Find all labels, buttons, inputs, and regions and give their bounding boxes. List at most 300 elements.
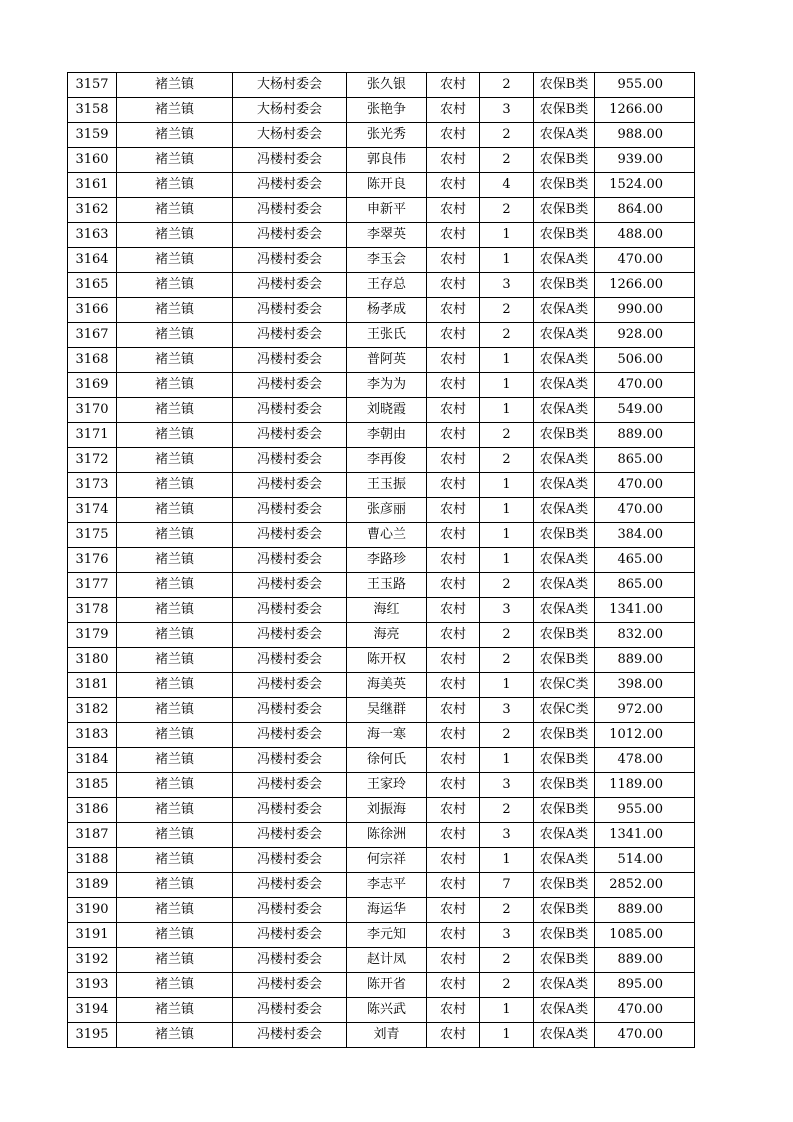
cell-household-type: 农村 [427,473,480,498]
cell-insurance-category: 农保B类 [534,923,595,948]
cell-amount: 1085.00 [595,923,695,948]
cell-insurance-category: 农保A类 [534,373,595,398]
cell-household-type: 农村 [427,723,480,748]
cell-village-committee: 冯楼村委会 [233,473,347,498]
cell-person-name: 陈开良 [347,173,427,198]
cell-row-number: 3166 [68,298,117,323]
table-row [68,173,695,198]
cell-town: 褚兰镇 [117,648,233,673]
cell-insurance-category: 农保B类 [534,798,595,823]
cell-member-count: 1 [480,498,534,523]
cell-household-type: 农村 [427,1023,480,1048]
cell-village-committee: 冯楼村委会 [233,598,347,623]
cell-amount: 889.00 [595,648,695,673]
table-row [68,898,695,923]
cell-village-committee: 冯楼村委会 [233,798,347,823]
cell-amount: 478.00 [595,748,695,773]
cell-town: 褚兰镇 [117,773,233,798]
cell-amount: 470.00 [595,1023,695,1048]
cell-household-type: 农村 [427,673,480,698]
cell-amount: 1266.00 [595,98,695,123]
cell-village-committee: 冯楼村委会 [233,548,347,573]
cell-household-type: 农村 [427,523,480,548]
cell-household-type: 农村 [427,448,480,473]
table-row [68,123,695,148]
cell-member-count: 2 [480,973,534,998]
roster-table [67,72,695,1048]
cell-insurance-category: 农保A类 [534,1023,595,1048]
table-row [68,648,695,673]
cell-town: 褚兰镇 [117,198,233,223]
cell-row-number: 3172 [68,448,117,473]
cell-town: 褚兰镇 [117,1023,233,1048]
cell-person-name: 王家玲 [347,773,427,798]
cell-person-name: 陈兴武 [347,998,427,1023]
cell-row-number: 3176 [68,548,117,573]
cell-amount: 990.00 [595,298,695,323]
cell-member-count: 1 [480,848,534,873]
cell-row-number: 3181 [68,673,117,698]
cell-person-name: 陈开权 [347,648,427,673]
cell-member-count: 7 [480,873,534,898]
table-row [68,673,695,698]
cell-person-name: 李元知 [347,923,427,948]
cell-member-count: 1 [480,473,534,498]
table-row [68,848,695,873]
cell-row-number: 3169 [68,373,117,398]
cell-household-type: 农村 [427,898,480,923]
cell-household-type: 农村 [427,748,480,773]
cell-household-type: 农村 [427,648,480,673]
table-row [68,148,695,173]
table-row [68,623,695,648]
cell-row-number: 3164 [68,248,117,273]
cell-member-count: 4 [480,173,534,198]
cell-insurance-category: 农保B类 [534,723,595,748]
cell-person-name: 普阿英 [347,348,427,373]
cell-person-name: 李玉会 [347,248,427,273]
cell-row-number: 3187 [68,823,117,848]
cell-village-committee: 冯楼村委会 [233,923,347,948]
cell-row-number: 3162 [68,198,117,223]
cell-amount: 470.00 [595,248,695,273]
cell-person-name: 杨孝成 [347,298,427,323]
cell-amount: 1266.00 [595,273,695,298]
cell-insurance-category: 农保B类 [534,198,595,223]
cell-town: 褚兰镇 [117,573,233,598]
cell-row-number: 3171 [68,423,117,448]
table-row [68,73,695,98]
cell-person-name: 王玉振 [347,473,427,498]
cell-row-number: 3157 [68,73,117,98]
cell-person-name: 王存总 [347,273,427,298]
cell-village-committee: 冯楼村委会 [233,323,347,348]
cell-insurance-category: 农保B类 [534,148,595,173]
cell-amount: 1341.00 [595,598,695,623]
table-row [68,498,695,523]
cell-row-number: 3174 [68,498,117,523]
cell-row-number: 3173 [68,473,117,498]
cell-insurance-category: 农保A类 [534,823,595,848]
cell-amount: 470.00 [595,473,695,498]
cell-insurance-category: 农保B类 [534,273,595,298]
cell-village-committee: 冯楼村委会 [233,373,347,398]
cell-row-number: 3163 [68,223,117,248]
cell-row-number: 3189 [68,873,117,898]
cell-household-type: 农村 [427,423,480,448]
cell-person-name: 张久银 [347,73,427,98]
cell-town: 褚兰镇 [117,123,233,148]
cell-person-name: 张艳争 [347,98,427,123]
cell-row-number: 3170 [68,398,117,423]
cell-insurance-category: 农保A类 [534,498,595,523]
table-row [68,823,695,848]
table-row [68,973,695,998]
cell-household-type: 农村 [427,323,480,348]
cell-household-type: 农村 [427,123,480,148]
cell-member-count: 1 [480,548,534,573]
cell-household-type: 农村 [427,173,480,198]
table-row [68,873,695,898]
table-row [68,348,695,373]
cell-insurance-category: 农保B类 [534,98,595,123]
cell-amount: 514.00 [595,848,695,873]
cell-person-name: 海美英 [347,673,427,698]
cell-person-name: 李翠英 [347,223,427,248]
table-row [68,223,695,248]
cell-amount: 864.00 [595,198,695,223]
cell-village-committee: 冯楼村委会 [233,248,347,273]
cell-insurance-category: 农保A类 [534,973,595,998]
cell-insurance-category: 农保B类 [534,948,595,973]
cell-person-name: 李再俊 [347,448,427,473]
cell-household-type: 农村 [427,948,480,973]
cell-insurance-category: 农保A类 [534,998,595,1023]
cell-person-name: 刘振海 [347,798,427,823]
cell-member-count: 1 [480,223,534,248]
cell-town: 褚兰镇 [117,373,233,398]
cell-member-count: 2 [480,423,534,448]
cell-insurance-category: 农保B类 [534,223,595,248]
cell-person-name: 李朝由 [347,423,427,448]
cell-row-number: 3178 [68,598,117,623]
cell-household-type: 农村 [427,298,480,323]
cell-insurance-category: 农保A类 [534,298,595,323]
cell-town: 褚兰镇 [117,448,233,473]
cell-household-type: 农村 [427,248,480,273]
cell-amount: 988.00 [595,123,695,148]
cell-row-number: 3180 [68,648,117,673]
cell-amount: 955.00 [595,798,695,823]
cell-household-type: 农村 [427,798,480,823]
cell-household-type: 农村 [427,923,480,948]
table-row [68,373,695,398]
cell-town: 褚兰镇 [117,723,233,748]
cell-town: 褚兰镇 [117,148,233,173]
table-row [68,248,695,273]
cell-household-type: 农村 [427,373,480,398]
table-row [68,398,695,423]
cell-town: 褚兰镇 [117,73,233,98]
cell-village-committee: 冯楼村委会 [233,873,347,898]
cell-member-count: 2 [480,298,534,323]
cell-row-number: 3167 [68,323,117,348]
cell-member-count: 2 [480,323,534,348]
cell-insurance-category: 农保A类 [534,573,595,598]
cell-town: 褚兰镇 [117,98,233,123]
cell-amount: 2852.00 [595,873,695,898]
cell-amount: 1012.00 [595,723,695,748]
cell-town: 褚兰镇 [117,848,233,873]
table-row [68,948,695,973]
table-row [68,298,695,323]
cell-household-type: 农村 [427,348,480,373]
cell-village-committee: 冯楼村委会 [233,898,347,923]
cell-village-committee: 冯楼村委会 [233,273,347,298]
cell-household-type: 农村 [427,398,480,423]
cell-amount: 465.00 [595,548,695,573]
cell-row-number: 3190 [68,898,117,923]
cell-member-count: 1 [480,398,534,423]
cell-row-number: 3182 [68,698,117,723]
table-row [68,573,695,598]
table-row [68,723,695,748]
cell-town: 褚兰镇 [117,498,233,523]
table-row [68,423,695,448]
cell-member-count: 3 [480,273,534,298]
cell-row-number: 3161 [68,173,117,198]
cell-row-number: 3183 [68,723,117,748]
cell-amount: 928.00 [595,323,695,348]
cell-amount: 470.00 [595,373,695,398]
cell-town: 褚兰镇 [117,548,233,573]
cell-person-name: 何宗祥 [347,848,427,873]
cell-town: 褚兰镇 [117,398,233,423]
cell-insurance-category: 农保A类 [534,848,595,873]
cell-row-number: 3192 [68,948,117,973]
cell-insurance-category: 农保A类 [534,248,595,273]
cell-insurance-category: 农保B类 [534,873,595,898]
cell-member-count: 3 [480,823,534,848]
cell-town: 褚兰镇 [117,823,233,848]
cell-person-name: 曹心兰 [347,523,427,548]
cell-household-type: 农村 [427,198,480,223]
cell-amount: 1189.00 [595,773,695,798]
cell-town: 褚兰镇 [117,948,233,973]
cell-household-type: 农村 [427,773,480,798]
cell-amount: 889.00 [595,898,695,923]
cell-village-committee: 冯楼村委会 [233,973,347,998]
cell-member-count: 3 [480,773,534,798]
cell-town: 褚兰镇 [117,973,233,998]
cell-town: 褚兰镇 [117,348,233,373]
table-row [68,98,695,123]
cell-insurance-category: 农保B类 [534,73,595,98]
cell-row-number: 3165 [68,273,117,298]
cell-amount: 972.00 [595,698,695,723]
cell-member-count: 1 [480,673,534,698]
cell-amount: 889.00 [595,423,695,448]
cell-row-number: 3159 [68,123,117,148]
cell-person-name: 海一寒 [347,723,427,748]
cell-person-name: 陈徐洲 [347,823,427,848]
cell-amount: 865.00 [595,573,695,598]
cell-member-count: 3 [480,923,534,948]
cell-member-count: 1 [480,248,534,273]
cell-row-number: 3184 [68,748,117,773]
cell-insurance-category: 农保B类 [534,773,595,798]
cell-person-name: 郭良伟 [347,148,427,173]
cell-amount: 470.00 [595,998,695,1023]
cell-row-number: 3175 [68,523,117,548]
cell-insurance-category: 农保A类 [534,323,595,348]
cell-person-name: 刘晓霞 [347,398,427,423]
cell-insurance-category: 农保B类 [534,623,595,648]
table-row [68,998,695,1023]
cell-row-number: 3160 [68,148,117,173]
cell-village-committee: 冯楼村委会 [233,348,347,373]
cell-row-number: 3186 [68,798,117,823]
cell-town: 褚兰镇 [117,898,233,923]
cell-village-committee: 冯楼村委会 [233,773,347,798]
cell-person-name: 海红 [347,598,427,623]
cell-row-number: 3193 [68,973,117,998]
cell-village-committee: 冯楼村委会 [233,448,347,473]
cell-member-count: 1 [480,523,534,548]
cell-row-number: 3177 [68,573,117,598]
cell-person-name: 海亮 [347,623,427,648]
table-row [68,1023,695,1048]
cell-town: 褚兰镇 [117,923,233,948]
cell-town: 褚兰镇 [117,273,233,298]
cell-insurance-category: 农保B类 [534,648,595,673]
cell-member-count: 2 [480,798,534,823]
cell-household-type: 农村 [427,873,480,898]
cell-town: 褚兰镇 [117,873,233,898]
table-row [68,523,695,548]
cell-town: 褚兰镇 [117,673,233,698]
cell-village-committee: 冯楼村委会 [233,698,347,723]
cell-member-count: 2 [480,723,534,748]
table-row [68,798,695,823]
cell-town: 褚兰镇 [117,598,233,623]
cell-village-committee: 大杨村委会 [233,123,347,148]
cell-insurance-category: 农保A类 [534,398,595,423]
cell-amount: 384.00 [595,523,695,548]
cell-amount: 470.00 [595,498,695,523]
cell-person-name: 申新平 [347,198,427,223]
cell-village-committee: 冯楼村委会 [233,198,347,223]
cell-amount: 549.00 [595,398,695,423]
table-row [68,273,695,298]
table-row [68,773,695,798]
cell-town: 褚兰镇 [117,248,233,273]
cell-member-count: 1 [480,748,534,773]
cell-member-count: 1 [480,373,534,398]
cell-village-committee: 冯楼村委会 [233,523,347,548]
cell-member-count: 3 [480,698,534,723]
cell-village-committee: 冯楼村委会 [233,748,347,773]
cell-row-number: 3158 [68,98,117,123]
cell-amount: 398.00 [595,673,695,698]
cell-insurance-category: 农保B类 [534,898,595,923]
cell-person-name: 赵计凤 [347,948,427,973]
cell-amount: 488.00 [595,223,695,248]
cell-row-number: 3179 [68,623,117,648]
cell-member-count: 2 [480,573,534,598]
cell-amount: 1524.00 [595,173,695,198]
cell-person-name: 吴继群 [347,698,427,723]
cell-household-type: 农村 [427,698,480,723]
cell-household-type: 农村 [427,73,480,98]
cell-household-type: 农村 [427,273,480,298]
cell-household-type: 农村 [427,973,480,998]
cell-town: 褚兰镇 [117,623,233,648]
cell-amount: 506.00 [595,348,695,373]
cell-member-count: 2 [480,648,534,673]
cell-insurance-category: 农保B类 [534,173,595,198]
table-row [68,323,695,348]
cell-town: 褚兰镇 [117,473,233,498]
cell-insurance-category: 农保C类 [534,698,595,723]
cell-amount: 939.00 [595,148,695,173]
cell-person-name: 陈开省 [347,973,427,998]
cell-village-committee: 冯楼村委会 [233,623,347,648]
cell-insurance-category: 农保B类 [534,523,595,548]
cell-town: 褚兰镇 [117,998,233,1023]
cell-insurance-category: 农保C类 [534,673,595,698]
cell-row-number: 3194 [68,998,117,1023]
cell-amount: 865.00 [595,448,695,473]
cell-village-committee: 冯楼村委会 [233,573,347,598]
cell-member-count: 1 [480,348,534,373]
cell-household-type: 农村 [427,573,480,598]
cell-town: 褚兰镇 [117,698,233,723]
table-row [68,473,695,498]
cell-household-type: 农村 [427,548,480,573]
cell-row-number: 3191 [68,923,117,948]
cell-person-name: 刘青 [347,1023,427,1048]
cell-village-committee: 大杨村委会 [233,73,347,98]
cell-insurance-category: 农保A类 [534,598,595,623]
cell-amount: 1341.00 [595,823,695,848]
cell-member-count: 2 [480,448,534,473]
table-row [68,548,695,573]
cell-person-name: 王张氏 [347,323,427,348]
table-row [68,748,695,773]
cell-row-number: 3185 [68,773,117,798]
cell-insurance-category: 农保A类 [534,473,595,498]
table-row [68,448,695,473]
cell-town: 褚兰镇 [117,523,233,548]
cell-village-committee: 冯楼村委会 [233,298,347,323]
cell-member-count: 2 [480,73,534,98]
cell-row-number: 3168 [68,348,117,373]
cell-member-count: 2 [480,623,534,648]
cell-person-name: 王玉路 [347,573,427,598]
cell-member-count: 2 [480,948,534,973]
cell-amount: 832.00 [595,623,695,648]
cell-row-number: 3188 [68,848,117,873]
cell-town: 褚兰镇 [117,423,233,448]
cell-member-count: 2 [480,123,534,148]
cell-village-committee: 冯楼村委会 [233,148,347,173]
cell-household-type: 农村 [427,998,480,1023]
roster-body [68,73,695,1048]
cell-village-committee: 冯楼村委会 [233,398,347,423]
cell-member-count: 1 [480,998,534,1023]
cell-village-committee: 冯楼村委会 [233,498,347,523]
